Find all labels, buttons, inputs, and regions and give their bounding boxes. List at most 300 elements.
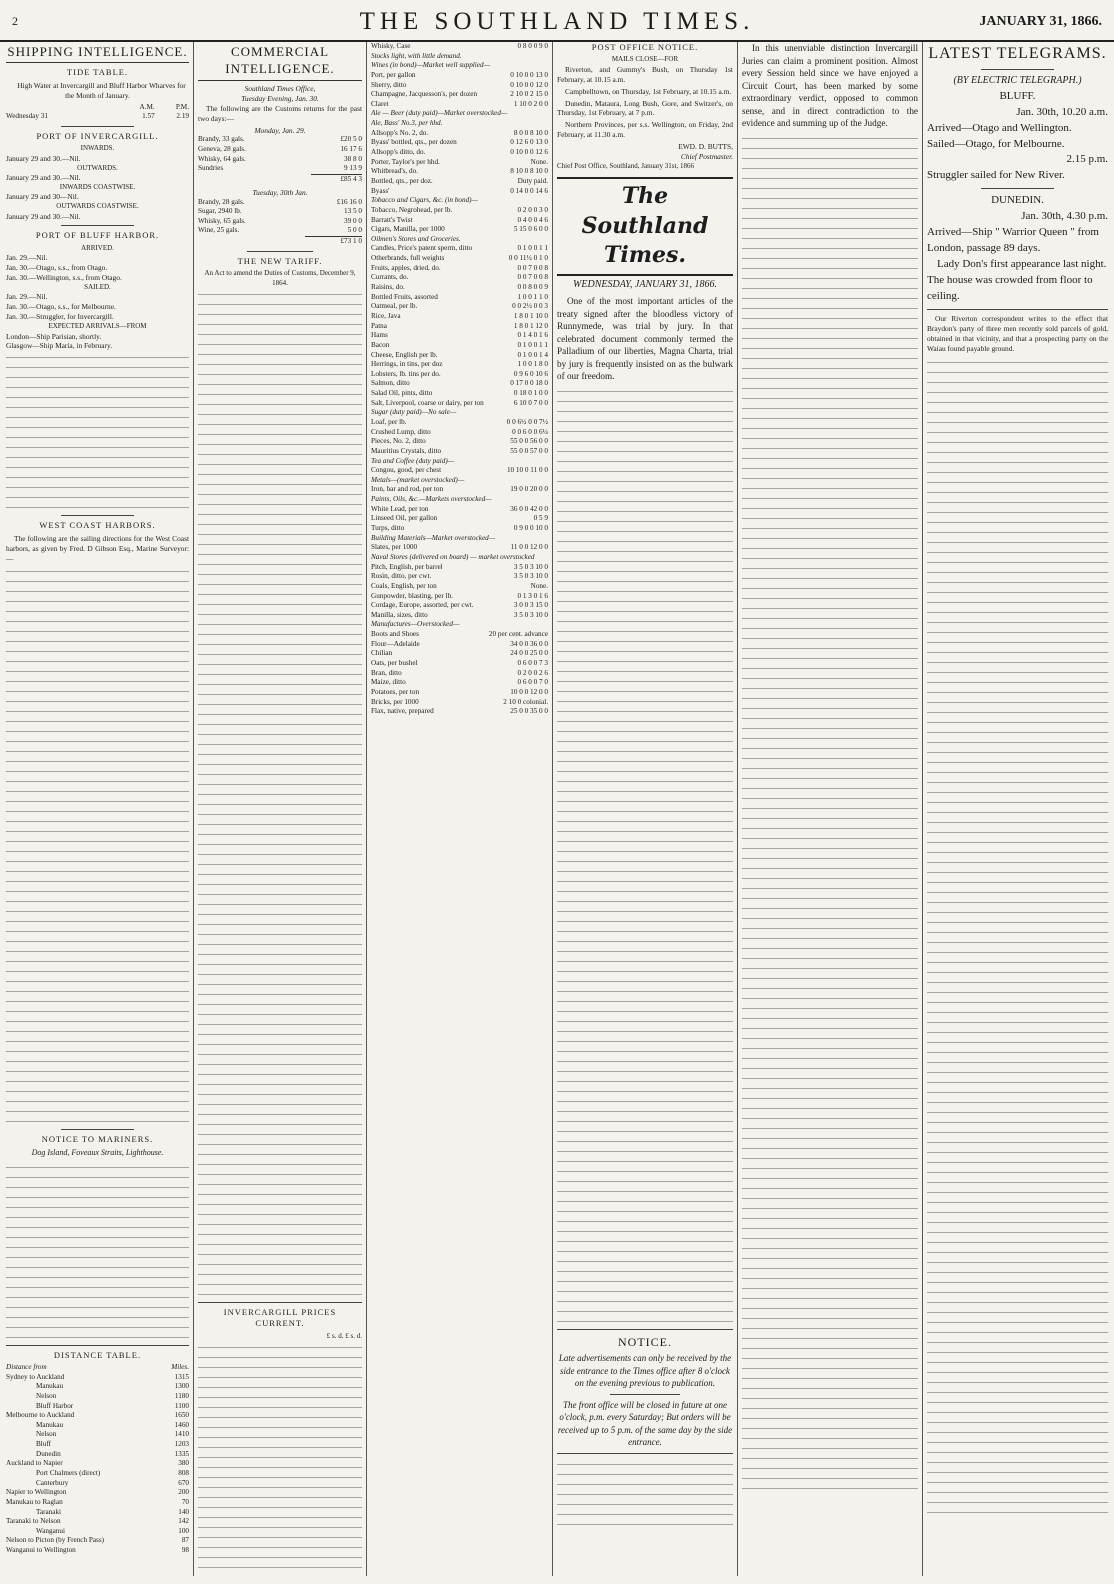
mariners-heading: NOTICE TO MARINERS. xyxy=(41,1134,154,1145)
price-item: Oats, per bushel xyxy=(371,659,418,667)
price-item: Fruits, apples, dried, do. xyxy=(371,263,441,272)
table-row xyxy=(371,466,548,476)
price-item: Bacon xyxy=(371,340,390,349)
leader-para: In this unenviable distinction Invercargill Juries can claim a prominent position. Almost every Session held since we have enjoyed a Circuit Court, has been marked by some extraordinary verdict, opposed to common sense, and in direct contradiction to the evidence and summing up of the Judge. xyxy=(742,43,918,129)
table-row xyxy=(371,52,548,62)
price-value: 3 5 0 3 10 0 xyxy=(513,562,548,571)
price-value: 0 18 0 1 0 0 xyxy=(513,389,548,398)
sailed-label: SAILED. xyxy=(84,282,111,291)
table-row: Wine, 25 gals. 5 0 0 xyxy=(198,226,362,235)
table-row xyxy=(371,611,548,621)
price-item: Byass' bottled, qts., per dozen xyxy=(371,138,457,147)
monday-heading: Monday, Jan. 29. xyxy=(254,125,306,135)
price-item: Salt, Liverpool, coarse or dairy, per ton xyxy=(371,398,484,407)
price-item: Linseed Oil, per gallon xyxy=(371,514,438,523)
table-row: Taranaki 140 xyxy=(36,1507,189,1516)
table-row: Port Chalmers (direct) 808 xyxy=(36,1469,189,1477)
body-text-block xyxy=(6,351,189,511)
table-row: Sugar, 2940 lb. 13 5 0 xyxy=(198,207,362,216)
distance-col-miles: Miles. xyxy=(171,1362,189,1371)
leader-article xyxy=(557,295,733,1325)
price-value: 0 2 0 0 3 0 xyxy=(517,205,548,214)
customs-intro: The following are the Customs returns for the past two days:— xyxy=(198,103,362,123)
body-text-block xyxy=(6,565,189,1125)
price-item: Otherbrands, full weights xyxy=(371,254,445,263)
price-value: None. xyxy=(530,157,548,166)
price-item: Byass' xyxy=(371,186,390,195)
table-row xyxy=(371,225,548,235)
price-item: Port, per gallon xyxy=(371,70,416,79)
price-item: Barratt's Twist xyxy=(371,215,413,224)
table-row xyxy=(371,707,548,717)
price-value: 0 0 2½ 0 0 3 xyxy=(512,302,548,311)
table-row xyxy=(371,273,548,283)
table-row: Canterbury 670 xyxy=(36,1478,189,1487)
table-row xyxy=(371,370,548,380)
price-item: Ale, Bass' No.3, per hhd. xyxy=(371,119,443,128)
price-item: Maize, ditto xyxy=(371,678,406,687)
price-value: None. xyxy=(530,581,548,590)
price-item: Lobsters, lb. tins per do. xyxy=(371,369,441,378)
table-row xyxy=(371,331,548,341)
table-row: Sydney to Auckland 1315 xyxy=(6,1372,189,1381)
price-value: 55 0 0 56 0 0 xyxy=(510,437,548,446)
price-value: 0 14 0 0 14 6 xyxy=(510,186,548,195)
body-text-block xyxy=(557,1458,733,1528)
bluff-line: Struggler sailed for New River. xyxy=(927,169,1065,182)
price-item: Tobacco, Negrohead, per lb. xyxy=(371,205,453,214)
table-row xyxy=(371,495,548,505)
price-item: Oatmeal, per lb. xyxy=(371,302,418,311)
telegrams-heading: LATEST TELEGRAMS. xyxy=(928,45,1107,62)
table-row xyxy=(371,572,548,582)
table-row xyxy=(371,428,548,438)
masthead xyxy=(0,0,1114,42)
table-row xyxy=(371,408,548,418)
news-opening: Our Riverton correspondent writes to the effect that Braydon's party of three men recently sold parcels of gold, obtained in that vicinity, and that a prospecting party on the Waiau found payable ground. xyxy=(927,313,1108,353)
table-row: Brandy, 33 gals. £20 5 0 xyxy=(198,135,362,144)
price-value: 0 0 7 0 0 8 xyxy=(517,273,548,282)
price-value: 8 0 0 8 10 0 xyxy=(513,128,548,137)
table-row xyxy=(371,216,548,226)
table-row xyxy=(371,109,548,119)
table-row xyxy=(371,61,548,71)
bluff-time: Jan. 30th, 10.20 a.m. xyxy=(1016,105,1108,118)
prices-table xyxy=(371,42,548,717)
table-row xyxy=(371,389,548,399)
table-row: Whisky, 64 gals. 38 8 0 xyxy=(198,154,362,163)
price-item: Sugar (duty paid)—No sale— xyxy=(371,408,457,417)
table-row xyxy=(371,244,548,254)
post-line: Northern Provinces, per s.s. Wellington, on Friday, 2nd February, at 11.30 a.m. xyxy=(557,120,733,140)
table-row: Taranaki to Nelson 142 xyxy=(6,1517,189,1526)
price-value: 0 1 4 0 1 6 xyxy=(517,331,548,340)
price-item: Iron, bar and rod, per ton xyxy=(371,485,444,494)
port-bluff-heading: PORT OF BLUFF HARBOR. xyxy=(35,230,160,241)
table-row xyxy=(371,158,548,168)
price-value: 0 0 8 0 0 9 xyxy=(517,283,548,292)
price-item: Gunpowder, blasting, per lb. xyxy=(371,591,453,600)
notice-text-1: Late advertisements can only be received by the side entrance to the Times office after 8 o'clock on the evening previous to publication. xyxy=(558,1352,732,1389)
inwards-coastwise-line: January 29 and 30—Nil. xyxy=(6,192,79,202)
table-row: Manukau 1300 xyxy=(36,1382,189,1391)
body-text-block xyxy=(6,1161,189,1341)
arrived-line: Jan. 29.—Nil. xyxy=(6,253,48,263)
sailed-line: Jan. 29.—Nil. xyxy=(6,292,48,302)
price-item: Building Materials—Market overstocked— xyxy=(371,533,496,542)
price-item: Loaf, per lb. xyxy=(371,417,407,426)
column-telegrams xyxy=(927,42,1108,1576)
prices-columns: £ s. d. £ s. d. xyxy=(326,1331,362,1340)
price-value: 55 0 0 57 0 0 xyxy=(510,446,548,455)
price-item: Manufactures—Overstocked— xyxy=(371,620,460,629)
price-value: 0 2 0 0 2 6 xyxy=(517,668,548,677)
price-value: 34 0 0 36 0 0 xyxy=(510,639,548,648)
price-item: Oilmen's Stores and Groceries. xyxy=(371,234,461,243)
body-text-block xyxy=(742,132,918,1492)
price-item: Boots and Shoes xyxy=(371,630,419,639)
price-value: 8 10 0 8 10 0 xyxy=(510,167,548,176)
column-rule xyxy=(552,42,553,1576)
west-coast-intro: The following are the sailing directions for the West Coast harbors, as given by Fred. D Gibson Esq., Marine Surveyor:— xyxy=(6,533,189,563)
prices-current-heading: INVERCARGILL PRICES CURRENT. xyxy=(223,1306,337,1329)
inwards-label: INWARDS. xyxy=(80,144,115,153)
price-item: Patna xyxy=(371,321,387,330)
tide-table xyxy=(6,103,189,122)
newspaper-title: THE SOUTHLAND TIMES. xyxy=(359,8,755,35)
table-row: Bluff 1203 xyxy=(36,1440,189,1449)
price-item: Bran, ditto xyxy=(371,668,402,677)
outwards-coastwise-label: OUTWARDS COASTWISE. xyxy=(56,202,139,211)
price-value: 25 0 0 35 0 0 xyxy=(510,707,548,716)
table-row xyxy=(371,534,548,544)
table-row xyxy=(371,418,548,428)
price-value: 0 1 0 0 1 4 xyxy=(517,350,548,359)
table-row xyxy=(371,254,548,264)
table-row: Nelson 1410 xyxy=(36,1430,189,1439)
price-item: Claret xyxy=(371,99,389,108)
table-row xyxy=(371,553,548,563)
bluff-line: Sailed—Otago, for Melbourne. xyxy=(927,137,1065,150)
table-row xyxy=(371,543,548,553)
price-item: Porter, Taylor's per hhd. xyxy=(371,157,440,166)
price-item: Cordage, Europe, assorted, per cwt. xyxy=(371,601,474,610)
table-row: Melbourne to Auckland 1650 xyxy=(6,1411,189,1420)
price-item: Herrings, in tins, per doz xyxy=(371,360,443,369)
table-row xyxy=(371,678,548,688)
table-row xyxy=(371,649,548,659)
price-value: 1 10 0 2 0 0 xyxy=(513,99,548,108)
price-value: 5 15 0 6 0 0 xyxy=(513,225,548,234)
price-value: 0 10 0 0 12 6 xyxy=(510,148,548,157)
price-item: Allsopp's No. 2, do. xyxy=(371,128,429,137)
column-rule xyxy=(737,42,738,1576)
column-commercial xyxy=(198,42,362,1576)
postmaster-title: Chief Postmaster. xyxy=(680,152,733,162)
price-item: Champagne, Jacquesson's, per dozen xyxy=(371,90,478,99)
sailed-line: Jan. 30.—Otago, s.s., for Melbourne. xyxy=(6,302,116,312)
table-row xyxy=(371,437,548,447)
table-row xyxy=(371,167,548,177)
table-row xyxy=(371,206,548,216)
price-item: Currants, do. xyxy=(371,273,409,282)
table-row xyxy=(371,399,548,409)
table-row xyxy=(371,485,548,495)
column-rule xyxy=(193,42,194,1576)
price-value: 0 10 0 0 13 0 xyxy=(510,70,548,79)
price-item: Rice, Java xyxy=(371,311,401,320)
price-value: 2 10 0 colonial. xyxy=(503,697,548,706)
table-row xyxy=(371,71,548,81)
price-value: 0 0 7 0 0 8 xyxy=(517,263,548,272)
total-row: £85 4 3 xyxy=(198,174,362,184)
table-row xyxy=(371,601,548,611)
table-row xyxy=(371,119,548,129)
price-value: 0 4 0 0 4 6 xyxy=(517,215,548,224)
table-row xyxy=(371,322,548,332)
tide-day: Wednesday 31 xyxy=(6,112,48,121)
price-item: Whisky, Case xyxy=(371,42,411,50)
table-row xyxy=(371,563,548,573)
table-row: Nelson to Picton (by French Pass) 87 xyxy=(6,1536,189,1545)
leader-opening: One of the most important articles of the treaty signed after the bloodless victory of Runnymede, was trial by jury. In that celebrated document commonly termed the Palladium of our liberties, Magna Charta, trial by jury is frequently insisted on as the bulwark of our freedom. xyxy=(557,296,733,382)
price-value: 0 9 0 0 10 0 xyxy=(513,524,548,533)
table-row xyxy=(371,514,548,524)
table-row: Manukau to Raglan 70 xyxy=(6,1497,189,1506)
table-row xyxy=(371,302,548,312)
price-item: Bottled Fruits, assorted xyxy=(371,292,438,301)
table-row: Wanganui to Wellington 98 xyxy=(6,1546,189,1555)
tide-am: 1.57 xyxy=(142,112,155,121)
expected-line: London—Ship Parisian, shortly. xyxy=(6,331,102,341)
table-row: Wanganui 100 xyxy=(36,1526,189,1535)
table-row: Dunedin 1335 xyxy=(36,1449,189,1458)
table-row xyxy=(371,341,548,351)
arrived-line: Jan. 30.—Wellington, s.s., from Otago. xyxy=(6,273,122,283)
table-row: Whisky, 65 gals. 39 0 0 xyxy=(198,216,362,225)
price-value: 1 0 0 1 8 0 xyxy=(517,360,548,369)
price-item: Raisins, do. xyxy=(371,283,405,292)
distance-heading: DISTANCE TABLE. xyxy=(53,1349,142,1360)
post-office-line: Chief Post Office, Southland, January 31st, 1866 xyxy=(557,162,694,171)
price-value: 1 8 0 1 12 0 xyxy=(513,321,548,330)
outwards-coastwise-line: January 29 and 30.—Nil. xyxy=(6,211,81,221)
table-row xyxy=(371,283,548,293)
dunedin-time: Jan. 30th, 4.30 p.m. xyxy=(1021,210,1108,223)
distance-table xyxy=(6,1363,189,1556)
price-value: Duty paid. xyxy=(517,176,548,185)
price-item: Flour—Adelaide xyxy=(371,639,420,648)
total-row: £73 1 0 xyxy=(198,237,362,247)
price-value: 0 8 0 0 9 0 xyxy=(517,42,548,50)
price-value: 2 10 0 2 15 0 xyxy=(510,90,548,99)
price-item: Allsopp's ditto, do. xyxy=(371,148,426,157)
price-item: Ale — Beer (duty paid)—Market overstocked— xyxy=(371,109,508,118)
tide-row xyxy=(6,112,189,122)
price-value: 0 12 6 0 13 0 xyxy=(510,138,548,147)
table-row xyxy=(371,42,548,52)
price-value: 19 0 0 20 0 0 xyxy=(510,485,548,494)
post-line: Dunedin, Mataura, Long Bush, Gore, and Switzer's, on Thursday, 1st February, at 7 p.m. xyxy=(557,98,733,118)
body-text-block xyxy=(198,1341,362,1576)
bluff-line: Arrived—Otago and Wellington. xyxy=(927,121,1072,134)
price-item: Pitch, English, per barrel xyxy=(371,562,443,571)
column-shipping xyxy=(6,42,189,1576)
price-value: 0 5 9 xyxy=(533,514,548,523)
price-value: 0 6 0 0 7 0 xyxy=(517,678,548,687)
table-row xyxy=(371,351,548,361)
column-leader-continued xyxy=(742,42,918,1576)
price-value: 11 0 0 12 0 0 xyxy=(510,543,548,552)
dunedin-line: Arrived—Ship " Warrior Queen " from London, passage 89 days. xyxy=(927,226,1099,255)
postmaster-name: EWD. D. BUTTS, xyxy=(678,142,733,152)
table-row xyxy=(371,698,548,708)
price-item: Chilian xyxy=(371,649,393,658)
table-row xyxy=(371,148,548,158)
west-coast-heading: WEST COAST HARBORS. xyxy=(39,520,156,531)
table-row xyxy=(371,476,548,486)
mails-close: MAILS CLOSE—FOR xyxy=(611,55,679,64)
table-row xyxy=(371,138,548,148)
notice-heading: NOTICE. xyxy=(618,1334,672,1349)
arrived-line: Jan. 30.—Otago, s.s., from Otago. xyxy=(6,263,108,273)
price-value: 10 10 0 11 0 0 xyxy=(506,466,548,475)
table-row xyxy=(371,129,548,139)
price-item: Paints, Oils, &c.—Markets overstocked— xyxy=(371,495,492,504)
shipping-heading: SHIPPING INTELLIGENCE. xyxy=(6,42,189,63)
price-item: Tobacco and Cigars, &c. (in bond)— xyxy=(371,196,478,205)
table-row xyxy=(371,630,548,640)
bluff-time-2: 2.15 p.m. xyxy=(1066,153,1108,166)
price-value: 6 10 0 7 0 0 xyxy=(513,398,548,407)
tide-col-am: A.M. xyxy=(139,102,155,111)
table-row: Napier to Wellington 200 xyxy=(6,1488,189,1497)
table-row xyxy=(371,264,548,274)
tide-pm: 2.19 xyxy=(176,112,189,121)
price-value: 1 0 0 1 1 0 xyxy=(517,292,548,301)
table-row xyxy=(371,659,548,669)
price-value: 0 0 6½ 0 0 7½ xyxy=(506,417,548,426)
table-row: Manukau 1460 xyxy=(36,1420,189,1429)
price-item: Metals—(market overstocked)— xyxy=(371,475,465,484)
column-rule xyxy=(922,42,923,1576)
notice-text-2: The front office will be closed in future at one o'clock, p.m. every Saturday; But orders will be received up to 5 p.m. of the same day by the side entrance. xyxy=(557,1399,733,1448)
body-text-block xyxy=(198,288,362,1298)
price-item: Manilla, sizes, ditto xyxy=(371,610,428,619)
column-post-leader xyxy=(557,42,733,1576)
tide-note: High Water at Invercargill and Bluff Harbor Wharves for the Month of January. xyxy=(17,80,186,100)
post-office-heading: POST OFFICE NOTICE. xyxy=(591,42,699,52)
table-row xyxy=(371,90,548,100)
price-value: 0 1 0 0 1 1 xyxy=(517,244,548,253)
price-value: 36 0 0 42 0 0 xyxy=(510,504,548,513)
price-item: Salmon, ditto xyxy=(371,379,410,388)
table-row xyxy=(371,293,548,303)
bluff-heading: BLUFF. xyxy=(999,89,1036,102)
price-value: 0 17 0 0 18 0 xyxy=(510,379,548,388)
table-row xyxy=(371,447,548,457)
expected-label: EXPECTED ARRIVALS—FROM xyxy=(48,322,147,331)
price-item: Tea and Coffee (duty paid)— xyxy=(371,456,455,465)
tide-col-pm: P.M. xyxy=(175,102,189,111)
price-item: Whitbread's, do. xyxy=(371,167,419,176)
price-value: 0 0 11½ 0 1 0 xyxy=(508,254,548,263)
table-row xyxy=(371,582,548,592)
tariff-heading: THE NEW TARIFF. xyxy=(237,255,323,266)
table-row xyxy=(371,524,548,534)
table-row: Bluff Harbor 1100 xyxy=(36,1401,189,1410)
tide-table-title: TIDE TABLE. xyxy=(66,67,129,78)
price-item: Congou, good, per chest xyxy=(371,466,442,475)
post-line: Riverton, and Gummy's Bush, on Thursday 1st February, at 10.15 a.m. xyxy=(557,64,733,84)
inwards-coastwise-label: INWARDS COASTWISE. xyxy=(59,182,136,191)
price-value: 20 per cent. advance xyxy=(488,630,548,639)
page-number: 2 xyxy=(12,14,18,28)
table-row xyxy=(371,620,548,630)
dunedin-heading: DUNEDIN. xyxy=(991,194,1044,207)
arrived-label: ARRIVED. xyxy=(81,243,114,252)
price-item: Bricks, per 1000 xyxy=(371,697,419,706)
commercial-heading: COMMERCIAL INTELLIGENCE. xyxy=(198,42,362,81)
table-row xyxy=(371,669,548,679)
price-item: Candles, Price's patent sperm, ditto xyxy=(371,244,473,253)
port-invercargill-heading: PORT OF INVERCARGILL. xyxy=(36,130,159,141)
body-text-block xyxy=(557,385,733,1325)
post-line: Campbelltown, on Thursday, 1st February, at 10.15 a.m. xyxy=(565,86,732,96)
price-value: 0 9 6 0 10 6 xyxy=(513,369,548,378)
leader-continued xyxy=(742,42,918,1492)
column-rule xyxy=(366,42,367,1576)
price-item: Mauritius Crystals, ditto xyxy=(371,446,442,455)
price-item: Cigars, Manilla, per 1000 xyxy=(371,225,445,234)
price-value: 24 0 0 25 0 0 xyxy=(510,649,548,658)
mariners-sub: Dog Island, Foveaux Straits, Lighthouse. xyxy=(31,1147,164,1157)
table-row xyxy=(371,81,548,91)
price-item: Coals, English, per ton xyxy=(371,581,437,590)
price-item: Turps, ditto xyxy=(371,524,405,533)
price-value: 0 1 0 0 1 1 xyxy=(517,340,548,349)
price-item: Pieces, No. 2, ditto xyxy=(371,437,426,446)
price-item: Wines (in bond)—Market well supplied— xyxy=(371,61,490,70)
column-prices xyxy=(371,42,548,1576)
monday-returns xyxy=(198,135,362,184)
table-row xyxy=(371,379,548,389)
sailed-line: Jan. 30.—Struggler, for Invercargill. xyxy=(6,312,114,322)
body-text-block xyxy=(927,356,1108,1516)
distance-col-from: Distance from xyxy=(6,1362,47,1371)
office-date: Tuesday Evening, Jan. 30. xyxy=(241,93,319,103)
table-row xyxy=(371,640,548,650)
price-item: Stocks light, with little demand. xyxy=(371,51,462,60)
price-item: Salad Oil, pints, ditto xyxy=(371,389,433,398)
table-row xyxy=(371,312,548,322)
office-line: Southland Times Office, xyxy=(244,83,316,93)
issue-date: JANUARY 31, 1866. xyxy=(979,14,1102,29)
table-row: Brandy, 28 gals. £16 16 0 xyxy=(198,197,362,206)
telegrams-section xyxy=(927,42,1108,305)
tariff-act: An Act to amend the Duties of Customs, December 9, 1864. xyxy=(204,269,356,287)
price-item: White Lead, per ton xyxy=(371,504,429,513)
outwards-label: OUTWARDS. xyxy=(77,163,118,172)
outwards-line: January 29 and 30.—Nil. xyxy=(6,172,81,182)
table-row xyxy=(371,235,548,245)
table-row: Auckland to Napier 380 xyxy=(6,1459,189,1468)
price-item: Naval Stores (delivered on board) — market overstocked xyxy=(371,552,535,561)
price-item: Sherry, ditto xyxy=(371,80,407,89)
table-row xyxy=(371,457,548,467)
price-item: Flax, native, prepared xyxy=(371,707,434,716)
price-value: 1 8 0 1 10 0 xyxy=(513,311,548,320)
